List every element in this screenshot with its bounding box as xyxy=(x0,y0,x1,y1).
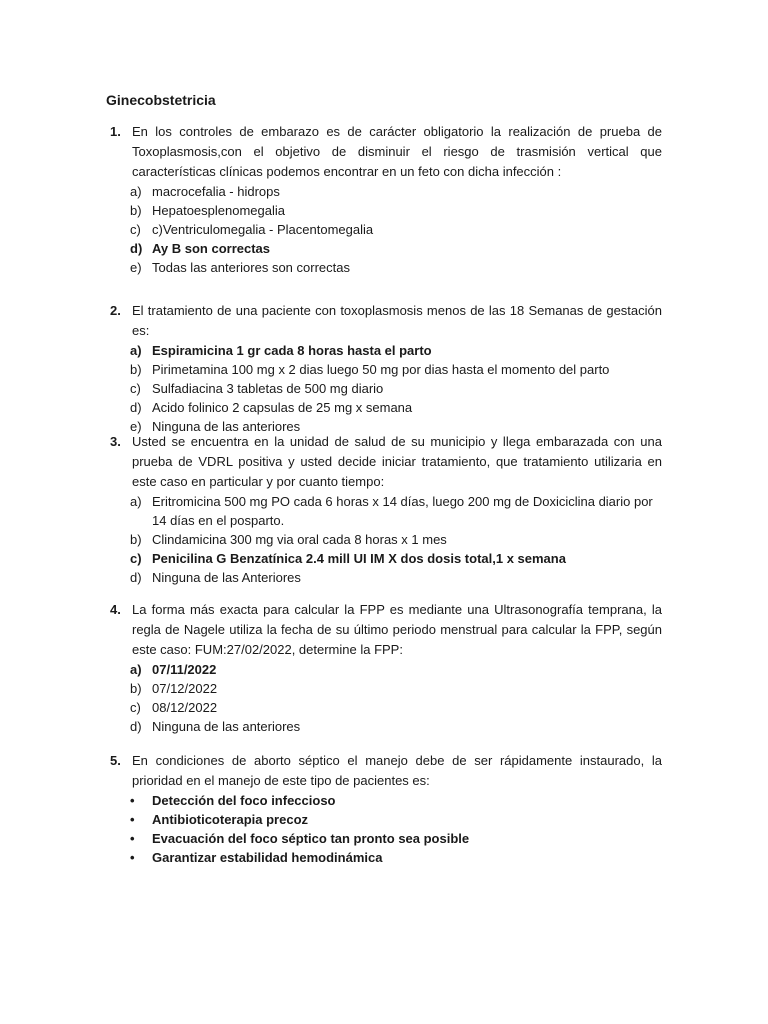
option-text: Eritromicina 500 mg PO cada 6 horas x 14 días, luego 200 mg de Doxiciclina diario por 14 días en el posparto. xyxy=(152,494,653,528)
question-number: 3. xyxy=(110,434,121,449)
option-marker: b) xyxy=(130,362,142,377)
option-a xyxy=(106,182,662,201)
option-a xyxy=(106,492,662,530)
option-c xyxy=(106,698,662,717)
question-number: 1. xyxy=(110,124,121,139)
option-a-correct xyxy=(106,341,662,360)
option-marker: a) xyxy=(130,494,142,509)
bullet-item xyxy=(106,791,662,810)
option-text: macrocefalia - hidrops xyxy=(152,184,280,199)
question-text: En los controles de embarazo es de carácter obligatorio la realización de prueba de Toxoplasmosis,con el objetivo de disminuir el riesgo de trasmisión vertical que características clínicas podemos encontrar en un feto con dicha infección : xyxy=(132,124,662,179)
question-1 xyxy=(106,122,662,277)
option-text: 08/12/2022 xyxy=(152,700,218,715)
option-text: Evacuación del foco séptico tan pronto sea posible xyxy=(152,831,470,846)
option-marker: b) xyxy=(130,681,142,696)
bullet-marker: • xyxy=(130,793,135,808)
bullet-marker: • xyxy=(130,831,135,846)
question-stem xyxy=(106,432,662,492)
option-b xyxy=(106,360,662,379)
option-b xyxy=(106,679,662,698)
option-e xyxy=(106,258,662,277)
option-text: c)Ventriculomegalia - Placentomegalia xyxy=(152,222,374,237)
option-b xyxy=(106,201,662,220)
question-3 xyxy=(106,432,662,587)
question-text: En condiciones de aborto séptico el manejo debe de ser rápidamente instaurado, la prioridad en el manejo de este tipo de pacientes es: xyxy=(132,753,662,788)
option-d xyxy=(106,398,662,417)
question-stem xyxy=(106,751,662,791)
option-text: Pirimetamina 100 mg x 2 dias luego 50 mg por dias hasta el momento del parto xyxy=(152,362,610,377)
question-text: La forma más exacta para calcular la FPP es mediante una Ultrasonografía temprana, la regla de Nagele utiliza la fecha de su último periodo menstrual para calcular la FPP, según este caso: FUM:27/02/2022, determine la FPP: xyxy=(132,602,662,657)
options-list xyxy=(106,341,662,436)
option-b xyxy=(106,530,662,549)
option-d xyxy=(106,568,662,587)
option-marker: d) xyxy=(130,570,142,585)
option-text: Antibioticoterapia precoz xyxy=(152,812,309,827)
option-c xyxy=(106,220,662,239)
option-text: Ninguna de las anteriores xyxy=(152,419,301,434)
question-2 xyxy=(106,301,662,436)
option-marker: a) xyxy=(130,184,142,199)
options-list xyxy=(106,791,662,867)
option-text: Ay B son correctas xyxy=(152,241,271,256)
option-marker: c) xyxy=(130,700,141,715)
option-d xyxy=(106,717,662,736)
options-list xyxy=(106,660,662,736)
bullet-item xyxy=(106,848,662,867)
option-text: 07/12/2022 xyxy=(152,681,218,696)
bullet-item xyxy=(106,810,662,829)
option-marker: b) xyxy=(130,203,142,218)
question-stem xyxy=(106,301,662,341)
option-marker: b) xyxy=(130,532,142,547)
option-d-correct xyxy=(106,239,662,258)
option-c xyxy=(106,379,662,398)
option-text: Sulfadiacina 3 tabletas de 500 mg diario xyxy=(152,381,384,396)
option-marker: e) xyxy=(130,419,142,434)
option-text: Ninguna de las anteriores xyxy=(152,719,301,734)
options-list xyxy=(106,492,662,587)
bullet-item xyxy=(106,829,662,848)
option-text: 07/11/2022 xyxy=(152,662,217,677)
options-list xyxy=(106,182,662,277)
option-marker: a) xyxy=(130,343,142,358)
question-stem xyxy=(106,122,662,182)
option-text: Clindamicina 300 mg via oral cada 8 horas x 1 mes xyxy=(152,532,447,547)
option-text: Acido folinico 2 capsulas de 25 mg x semana xyxy=(152,400,413,415)
option-text: Detección del foco infeccioso xyxy=(152,793,336,808)
option-text: Garantizar estabilidad hemodinámica xyxy=(152,850,383,865)
option-text: Espiramicina 1 gr cada 8 horas hasta el parto xyxy=(152,343,432,358)
option-marker: d) xyxy=(130,400,142,415)
option-text: Todas las anteriores son correctas xyxy=(152,260,350,275)
question-number: 4. xyxy=(110,602,121,617)
option-marker: c) xyxy=(130,381,141,396)
option-text: Hepatoesplenomegalia xyxy=(152,203,285,218)
option-text: Penicilina G Benzatínica 2.4 mill UI IM X dos dosis total,1 x semana xyxy=(152,551,566,566)
option-marker: c) xyxy=(130,222,141,237)
option-text: Ninguna de las Anteriores xyxy=(152,570,301,585)
document-title: Ginecobstetricia xyxy=(106,92,216,108)
option-marker: d) xyxy=(130,719,142,734)
question-4 xyxy=(106,600,662,736)
option-marker: e) xyxy=(130,260,142,275)
question-stem xyxy=(106,600,662,660)
option-marker: c) xyxy=(130,551,142,566)
option-c-correct xyxy=(106,549,662,568)
question-number: 2. xyxy=(110,303,121,318)
question-5 xyxy=(106,751,662,867)
bullet-marker: • xyxy=(130,812,135,827)
question-number: 5. xyxy=(110,753,121,768)
option-marker: d) xyxy=(130,241,143,256)
question-text: El tratamiento de una paciente con toxoplasmosis menos de las 18 Semanas de gestación es: xyxy=(132,303,662,338)
option-a-correct xyxy=(106,660,662,679)
question-text: Usted se encuentra en la unidad de salud de su municipio y llega embarazada con una prueba de VDRL positiva y usted decide iniciar tratamiento, que tratamiento utilizaria en este caso en particular y por cuanto tiempo: xyxy=(132,434,662,489)
option-marker: a) xyxy=(130,662,142,677)
bullet-marker: • xyxy=(130,850,135,865)
